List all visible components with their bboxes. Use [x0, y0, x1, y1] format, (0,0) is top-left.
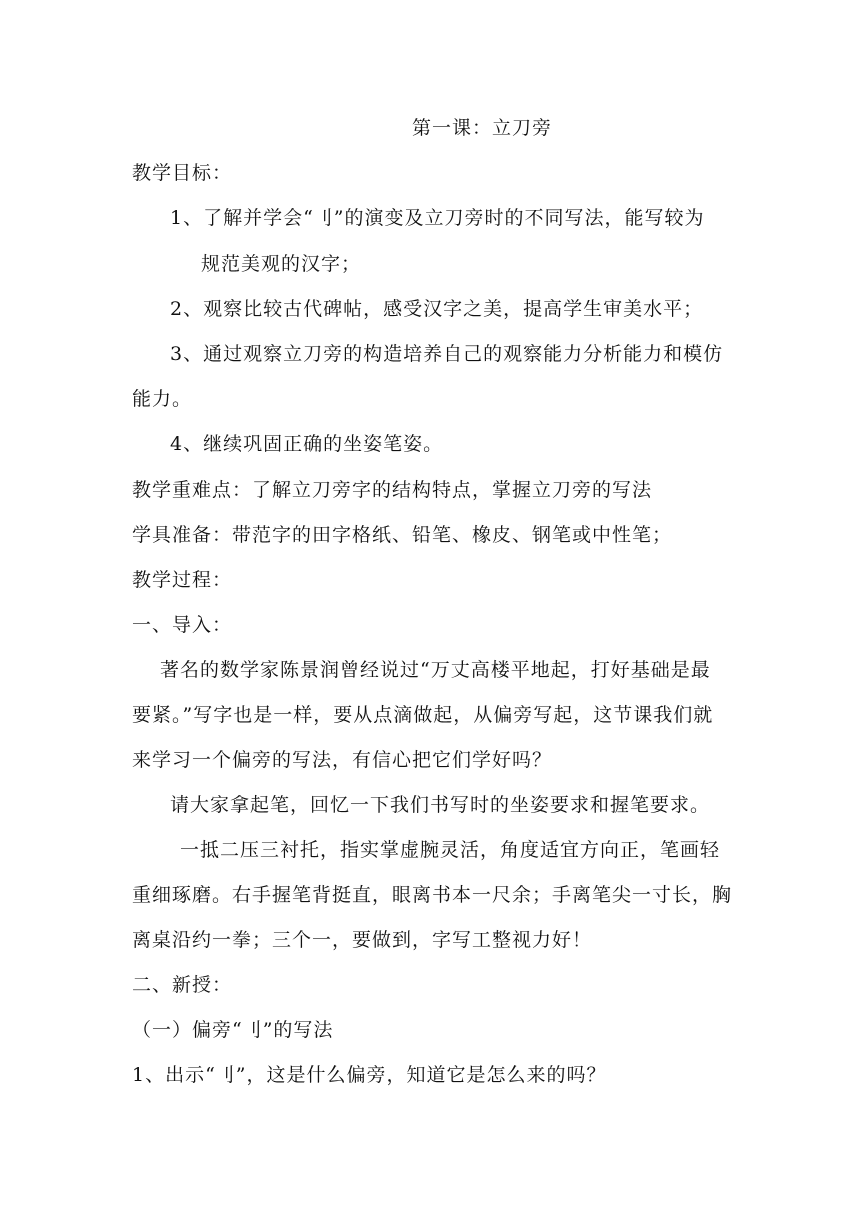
objective-3-line-1: 3、通过观察立刀旁的构造培养自己的观察能力分析能力和模仿	[170, 343, 724, 365]
objective-1-line-2: 规范美观的汉字；	[201, 253, 362, 275]
introduction-paragraph-line-2: 要紧。”写字也是一样，要从点滴做起，从偏旁写起，这节课我们就	[132, 704, 714, 726]
posture-rhyme-line-2: 重细琢磨。右手握笔背挺直，眼离书本一尺余；手离笔尖一寸长，胸	[132, 884, 733, 906]
objective-2: 2、观察比较古代碑帖，感受汉字之美，提高学生审美水平；	[170, 298, 704, 320]
key-difficulties: 教学重难点：了解立刀旁字的结构特点，掌握立刀旁的写法	[132, 479, 653, 501]
objective-1-line-1: 1、了解并学会“刂”的演变及立刀旁时的不同写法，能写较为	[170, 207, 705, 229]
posture-rhyme-line-1: 一抵二压三衬托，指实掌虚腕灵活，角度适宜方向正，笔画轻	[180, 839, 721, 861]
introduction-heading: 一、导入：	[132, 614, 233, 636]
radical-question-line: 1、出示“刂”，这是什么偏旁，知道它是怎么来的吗？	[132, 1064, 607, 1086]
objective-4: 4、继续巩固正确的坐姿笔姿。	[170, 433, 444, 455]
introduction-paragraph-line-3: 来学习一个偏旁的写法，有信心把它们学好吗？	[132, 749, 553, 771]
posture-rhyme-line-3: 离桌沿约一拳；三个一，要做到，字写工整视力好！	[132, 929, 593, 951]
lesson-title: 第一课：立刀旁	[412, 117, 553, 139]
posture-instruction: 请大家拿起笔，回忆一下我们书写时的坐姿要求和握笔要求。	[170, 794, 711, 816]
radical-writing-subheading: （一）偏旁“刂”的写法	[132, 1019, 334, 1041]
teaching-process-heading: 教学过程：	[132, 569, 233, 591]
materials-preparation: 学具准备：带范字的田字格纸、铅笔、橡皮、钢笔或中性笔；	[132, 524, 673, 546]
teaching-objectives-heading: 教学目标：	[132, 162, 233, 184]
new-lesson-heading: 二、新授：	[132, 974, 233, 996]
introduction-paragraph-line-1: 著名的数学家陈景润曾经说过“万丈高楼平地起，打好基础是最	[160, 659, 711, 681]
objective-3-line-2: 能力。	[132, 388, 193, 410]
